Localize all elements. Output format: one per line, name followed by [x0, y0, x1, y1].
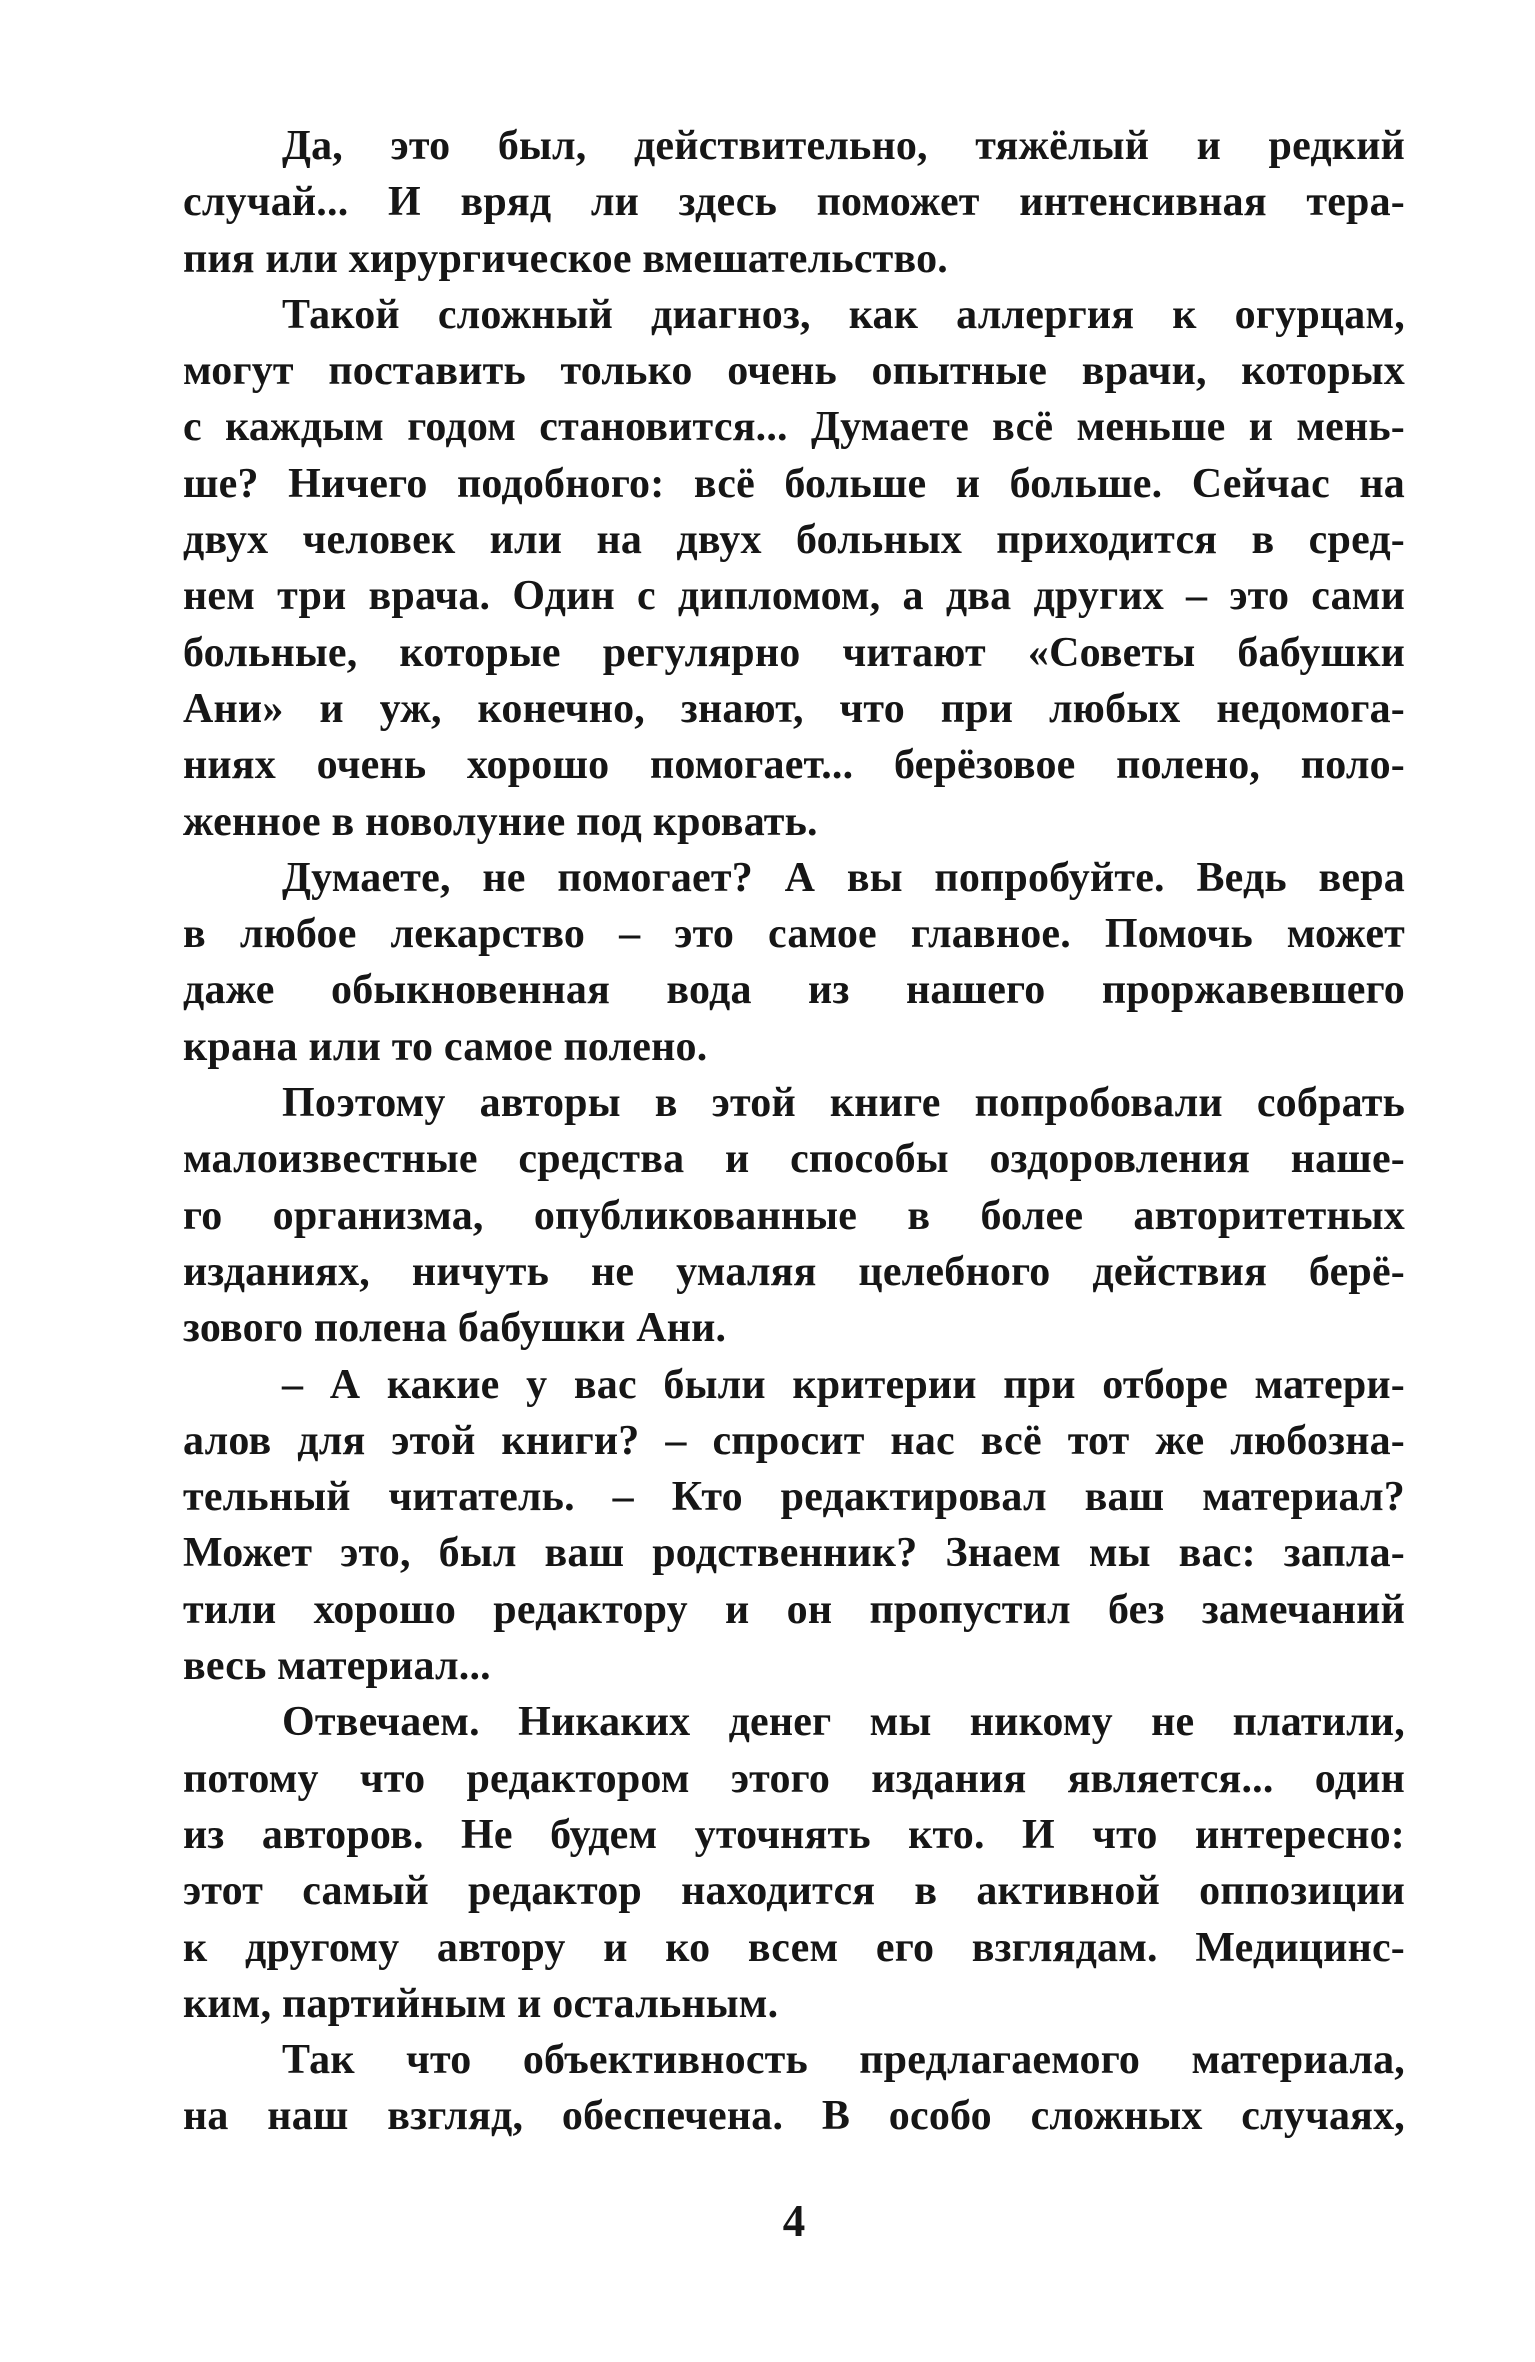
- text-line: тельный читатель. – Кто редактировал ваш материал?: [183, 1474, 1405, 1521]
- text-line: в любое лекарство – это самое главное. Помочь может: [183, 911, 1405, 958]
- text-line: изданиях, ничуть не умаляя целебного действия берё-: [183, 1248, 1405, 1295]
- text-line: нем три врача. Один с дипломом, а два других – это сами: [183, 573, 1405, 620]
- text-line: Так что объективность предлагаемого материала,: [282, 2037, 1405, 2084]
- text-line: алов для этой книги? – спросит нас всё тот же любозна-: [183, 1417, 1405, 1464]
- text-line: к другому автору и ко всем его взглядам. Медицинс-: [183, 1924, 1405, 1971]
- text-line: из авторов. Не будем уточнять кто. И что интересно:: [183, 1811, 1405, 1858]
- text-line: двух человек или на двух больных приходится в сред-: [183, 517, 1405, 564]
- text-line: Такой сложный диагноз, как аллергия к огурцам,: [282, 291, 1405, 338]
- text-line: весь материал...: [183, 1643, 491, 1690]
- text-line: Ани» и уж, конечно, знают, что при любых недомога-: [183, 685, 1405, 732]
- text-line: крана или то самое полено.: [183, 1023, 708, 1070]
- text-line: на наш взгляд, обеспечена. В особо сложных случаях,: [183, 2093, 1405, 2140]
- text-line: Поэтому авторы в этой книге попробовали собрать: [282, 1080, 1405, 1127]
- text-line: Отвечаем. Никаких денег мы никому не платили,: [282, 1699, 1405, 1746]
- text-line: могут поставить только очень опытные врачи, которых: [183, 348, 1405, 395]
- text-line: больные, которые регулярно читают «Советы бабушки: [183, 629, 1405, 676]
- text-line: – А какие у вас были критерии при отборе матери-: [282, 1361, 1405, 1408]
- text-line: го организма, опубликованные в более авторитетных: [183, 1192, 1405, 1239]
- text-line: ниях очень хорошо помогает... берёзовое полено, поло-: [183, 742, 1405, 789]
- text-line: этот самый редактор находится в активной оппозиции: [183, 1868, 1405, 1915]
- text-line: Думаете, не помогает? А вы попробуйте. Ведь вера: [282, 854, 1405, 901]
- text-line: ше? Ничего подобного: всё больше и больше. Сейчас на: [183, 460, 1405, 507]
- text-line: зового полена бабушки Ани.: [183, 1305, 727, 1352]
- text-line: ким, партийным и остальным.: [183, 1980, 779, 2027]
- text-line: Да, это был, действительно, тяжёлый и редкий: [282, 123, 1405, 169]
- text-line: случай... И вряд ли здесь поможет интенсивная тера-: [183, 179, 1405, 226]
- text-line: Может это, был ваш родственник? Знаем мы вас: запла-: [183, 1530, 1405, 1577]
- text-line: тили хорошо редактору и он пропустил без замечаний: [183, 1586, 1405, 1633]
- text-line: женное в новолуние под кровать.: [183, 798, 818, 845]
- text-line: пия или хирургическое вмешательство.: [183, 235, 948, 282]
- text-line: с каждым годом становится... Думаете всё меньше и мень-: [183, 404, 1405, 451]
- text-block: [183, 118, 1405, 2145]
- text-line: потому что редактором этого издания является... один: [183, 1755, 1405, 1802]
- page-number: 4: [782, 2196, 806, 2246]
- text-line: малоизвестные средства и способы оздоровления наше-: [183, 1136, 1405, 1183]
- text-line: даже обыкновенная вода из нашего проржавевшего: [183, 967, 1405, 1014]
